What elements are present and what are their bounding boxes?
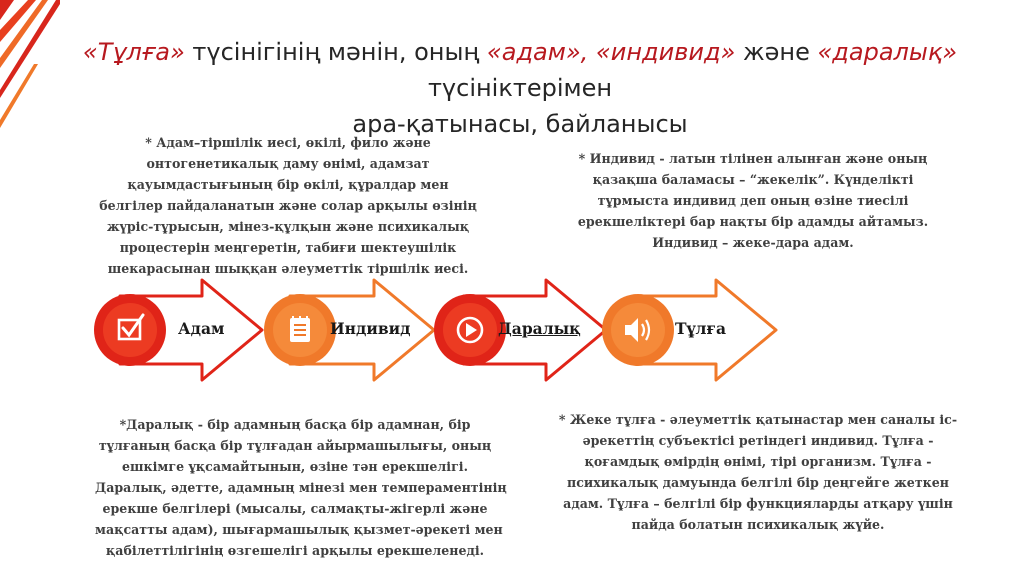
text-line: қазақша баламасы – “жекелік”. Күнделікті <box>592 172 914 187</box>
text-line: * Жеке тұлға - әлеуметтік қатынастар мен саналы іс- <box>558 412 958 427</box>
text-line: тұрмыста индивид деп оның өзіне тиесілі <box>597 193 909 208</box>
text-line: процестерін меңгеретін, табиғи шектеушілік <box>119 240 457 255</box>
text-line: қабілеттілігінің өзгешелігі арқылы ерекшеленеді. <box>105 543 485 558</box>
title-highlight: «даралық» <box>817 38 958 66</box>
text-line: ерекше белгілері (мысалы, салмақты-жігерлі және <box>102 501 488 516</box>
text-line: Даралық, әдетте, адамның мінезі мен темпераментінің <box>95 480 507 495</box>
text-line: белгілер пайдаланатын және солар арқылы өзінің <box>99 198 477 213</box>
flow-label-individ: Индивид <box>330 319 411 338</box>
flow-label-tulga: Тұлға <box>675 319 727 338</box>
text-line: психикалық дамуында белгілі бір деңгейге жеткен <box>567 475 949 490</box>
flow-label-daralyk: Даралық <box>498 319 581 338</box>
text-line: онтогенетикалық даму өнімі, адамзат <box>146 156 430 171</box>
title-highlight: «Тұлға» <box>82 38 185 66</box>
title-text: және <box>735 38 818 66</box>
title-text: түсініктерімен <box>427 74 613 102</box>
text-line: жүріс-тұрысын, мінез-құлқын және психикалық <box>106 219 470 234</box>
text-line: ешкімге ұқсамайтынын, өзіне тән ерекшелігі. <box>122 459 468 474</box>
title-line-2: ара-қатынасы, байланысы <box>352 110 688 138</box>
text-line: шекарасынан шыққан әлеуметтік тіршілік иесі. <box>107 261 469 276</box>
text-line: *Даралық - бір адамның басқа бір адамнан, бір <box>119 417 471 432</box>
text-line: * Индивид - латын тілінен алынған және оның <box>578 151 928 166</box>
notepad-icon <box>290 316 310 342</box>
text-line: Индивид – жеке-дара адам. <box>652 235 854 250</box>
text-line: қауымдастығының бір өкілі, құралдар мен <box>127 177 449 192</box>
text-line: пайда болатын психикалық жүйе. <box>631 517 885 532</box>
text-line: қоғамдық өмірдің өнімі, тірі организм. Тұлға - <box>584 454 932 469</box>
title-highlight: «адам», «индивид» <box>486 38 736 66</box>
title-text: түсінігінің мәнін, оның <box>184 38 487 66</box>
text-line: әрекеттің субъектісі ретіндегі индивид. Тұлға - <box>582 433 934 448</box>
text-line: адам. Тұлға – белгілі бір функцияларды атқару үшін <box>563 496 953 511</box>
text-line: тұлғаның басқа бір тұлғадан айырмашылығы, оның <box>98 438 492 453</box>
text-line: * Адам–тіршілік иесі, өкілі, фило және <box>145 135 431 150</box>
flow-label-adam: Адам <box>178 319 225 338</box>
text-line: ерекшеліктері бар нақты бір адамды айтамыз. <box>577 214 929 229</box>
text-line: мақсатты адам), шығармашылық қызмет-әрекеті мен <box>95 522 503 537</box>
